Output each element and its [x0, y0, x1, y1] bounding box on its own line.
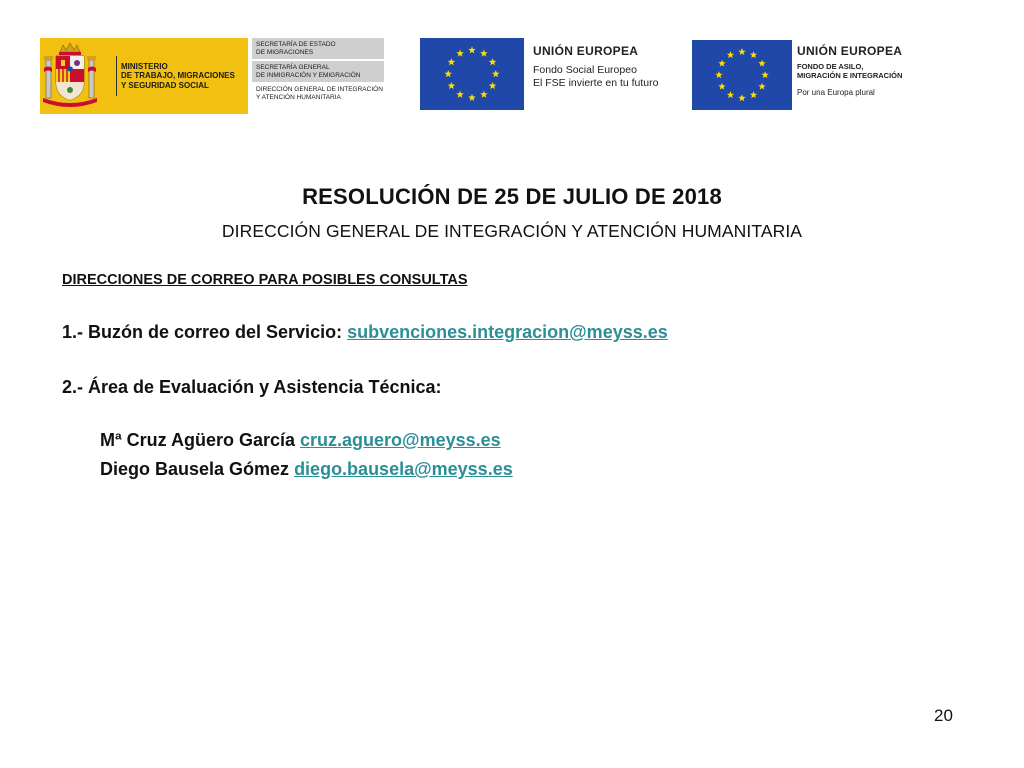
star-icon: [715, 71, 722, 78]
fse-logo-text: [533, 44, 683, 90]
star-icon: [761, 71, 768, 78]
eu-flag-icon: [420, 38, 524, 110]
service-mailbox-email-link[interactable]: subvenciones.integracion@meyss.es: [347, 322, 668, 342]
star-icon: [480, 49, 488, 56]
star-icon: [738, 94, 745, 101]
star-icon: [492, 70, 500, 77]
service-mailbox-line: [62, 322, 668, 343]
star-icon: [750, 51, 757, 58]
secretaria-general: SECRETARÍA GENERAL DE INMIGRACIÓN Y EMIGRACIÓN: [252, 61, 384, 82]
section-heading: DIRECCIONES DE CORREO PARA POSIBLES CONSULTAS: [62, 272, 468, 288]
contact-name: Diego Bausela Gómez: [100, 459, 295, 479]
fami-subtitle: FONDO DE ASILO, MIGRACIÓN E INTEGRACIÓN: [797, 62, 903, 80]
star-icon: [718, 83, 725, 90]
fse-line1: Fondo Social Europeo: [533, 64, 637, 76]
star-icon: [448, 82, 456, 89]
star-icon: [468, 46, 476, 53]
star-icon: [456, 91, 464, 98]
service-mailbox-label: 1.- Buzón de correo del Servicio:: [62, 322, 348, 342]
ministry-name: MINISTERIO DE TRABAJO, MIGRACIONES Y SEGURIDAD SOCIAL: [116, 56, 235, 96]
contact-line: [100, 430, 501, 451]
page-number: 20: [934, 706, 953, 725]
fami-motto: Por una Europa plural: [797, 88, 875, 97]
document-title: RESOLUCIÓN DE 25 DE JULIO DE 2018: [302, 184, 722, 209]
star-icon: [468, 94, 476, 101]
contact-line: [100, 459, 513, 480]
star-icon: [718, 60, 725, 67]
star-icon: [444, 70, 452, 77]
fami-logo-text: [797, 44, 947, 97]
eu-flag-icon: [692, 40, 792, 110]
fse-line2: El FSE invierte en tu futuro: [533, 77, 659, 89]
contact-name: Mª Cruz Agüero García: [100, 430, 301, 450]
star-icon: [480, 91, 488, 98]
star-icon: [750, 91, 757, 98]
document-subtitle: DIRECCIÓN GENERAL DE INTEGRACIÓN Y ATENCIÓN HUMANITARIA: [221, 221, 803, 241]
contact-email-link[interactable]: cruz.aguero@meyss.es: [300, 430, 501, 450]
coat-of-arms-icon: [40, 38, 100, 114]
fse-title: UNIÓN EUROPEA: [533, 44, 639, 58]
star-icon: [489, 58, 497, 65]
direccion-general: DIRECCIÓN GENERAL DE INTEGRACIÓN Y ATENCIÓN HUMANITARIA: [256, 86, 383, 101]
eu-stars-fami: [692, 40, 792, 110]
star-icon: [758, 83, 765, 90]
star-icon: [758, 60, 765, 67]
star-icon: [738, 48, 745, 55]
star-icon: [727, 51, 734, 58]
star-icon: [727, 91, 734, 98]
star-icon: [489, 82, 497, 89]
fami-title: UNIÓN EUROPEA: [797, 44, 903, 58]
star-icon: [448, 58, 456, 65]
ministry-logo: [40, 38, 248, 114]
secretaria-logo: [252, 38, 384, 114]
secretaria-estado: SECRETARÍA DE ESTADO DE MIGRACIONES: [252, 38, 384, 59]
star-icon: [456, 49, 464, 56]
contact-email-link[interactable]: diego.bausela@meyss.es: [294, 459, 513, 479]
evaluation-area-heading: 2.- Área de Evaluación y Asistencia Técnica:: [62, 377, 442, 397]
eu-stars-fse: [420, 38, 524, 110]
